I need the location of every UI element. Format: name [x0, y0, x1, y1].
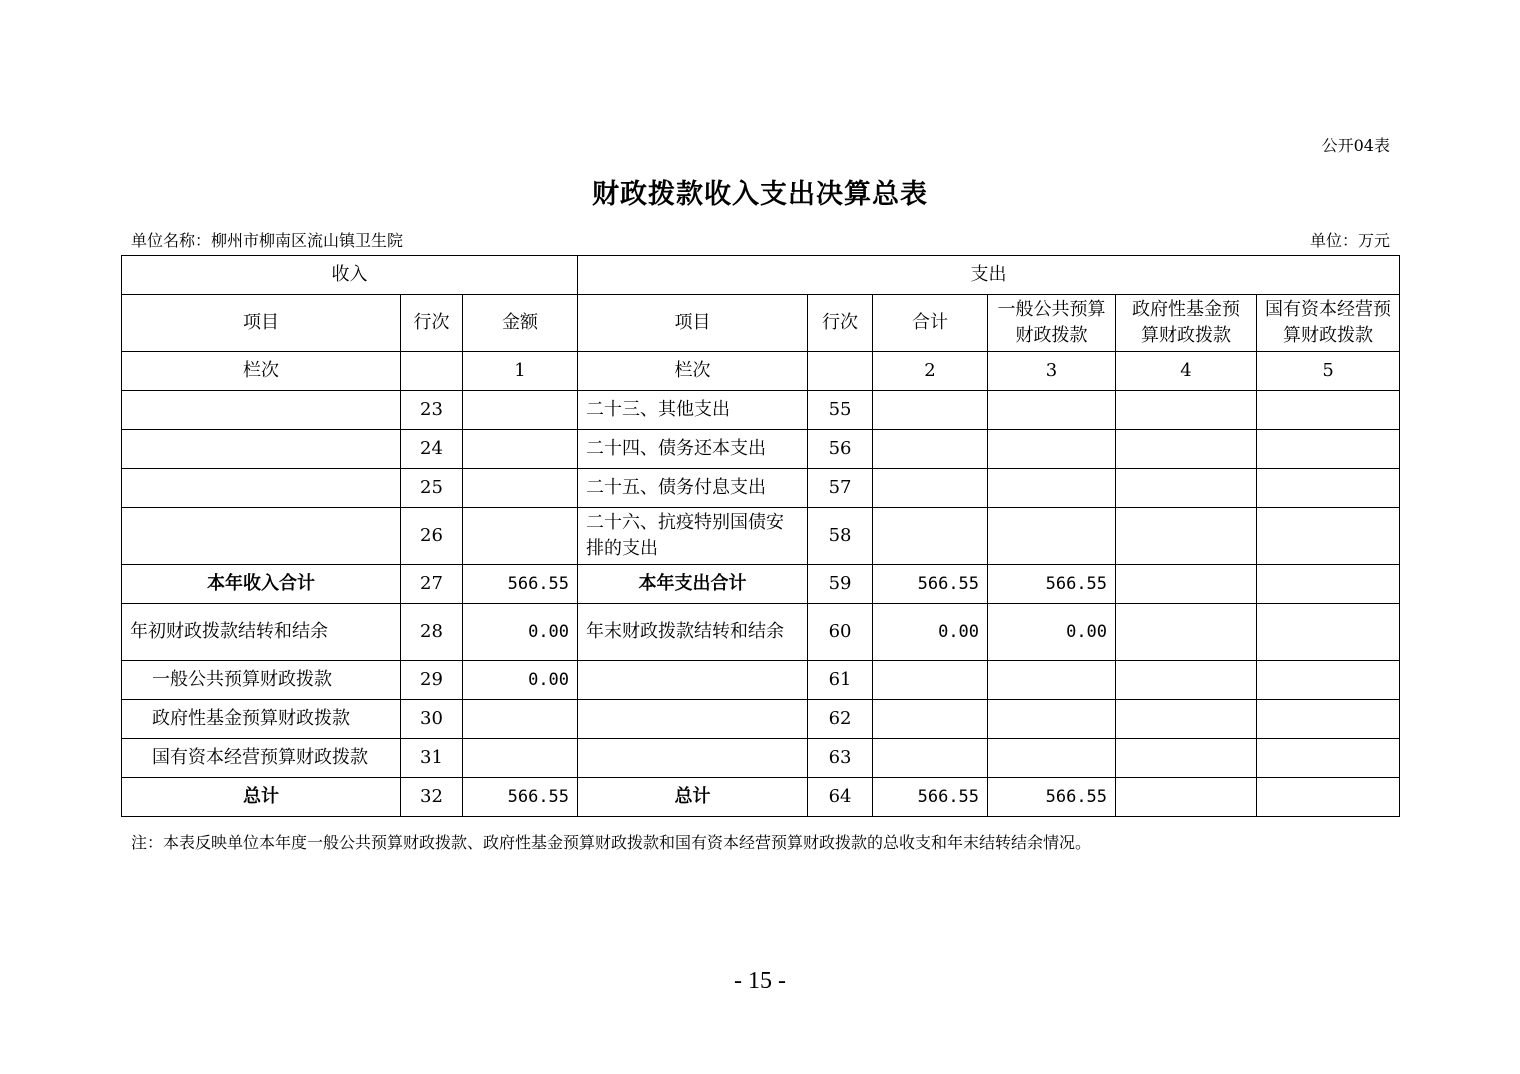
fund-amount	[1116, 700, 1257, 739]
financial-table	[121, 255, 1400, 817]
expense-row-no: 64	[808, 778, 873, 817]
income-amount: 566.55	[463, 565, 578, 604]
col-income-amount: 金额	[463, 295, 578, 352]
fund-amount	[1116, 565, 1257, 604]
total-amount	[873, 508, 988, 565]
general-amount	[988, 739, 1116, 778]
total-amount	[873, 739, 988, 778]
capital-amount	[1257, 469, 1400, 508]
fund-amount	[1116, 778, 1257, 817]
col-income-item: 项目	[122, 295, 401, 352]
page-title: 财政拨款收入支出决算总表	[592, 179, 928, 210]
income-row-no: 25	[401, 469, 463, 508]
income-header: 收入	[122, 256, 578, 295]
income-row-no: 24	[401, 430, 463, 469]
header-row-columns	[122, 295, 1400, 352]
capital-amount	[1257, 700, 1400, 739]
expense-row-no: 62	[808, 700, 873, 739]
col-general-budget: 一般公共预算财政拨款	[988, 295, 1116, 352]
general-amount: 566.55	[988, 565, 1116, 604]
fund-amount	[1116, 661, 1257, 700]
income-item: 国有资本经营预算财政拨款	[122, 739, 401, 778]
expense-item: 二十三、其他支出	[578, 391, 808, 430]
table-row	[122, 565, 1400, 604]
income-amount: 0.00	[463, 604, 578, 661]
expense-row-no: 60	[808, 604, 873, 661]
total-amount: 0.00	[873, 604, 988, 661]
general-amount	[988, 508, 1116, 565]
index-empty	[808, 352, 873, 391]
income-amount	[463, 739, 578, 778]
income-amount: 0.00	[463, 661, 578, 700]
general-amount: 0.00	[988, 604, 1116, 661]
total-amount: 566.55	[873, 565, 988, 604]
fund-amount	[1116, 469, 1257, 508]
column-index-row	[122, 352, 1400, 391]
index-exp-label: 栏次	[578, 352, 808, 391]
expense-item: 二十六、抗疫特别国债安排的支出	[578, 508, 808, 565]
col-income-row-no: 行次	[401, 295, 463, 352]
expense-row-no: 56	[808, 430, 873, 469]
unit-name: 单位名称：柳州市柳南区流山镇卫生院	[131, 231, 404, 250]
general-amount	[988, 700, 1116, 739]
col-gov-fund: 政府性基金预算财政拨款	[1116, 295, 1257, 352]
col-expense-item: 项目	[578, 295, 808, 352]
total-amount	[873, 661, 988, 700]
income-row-no: 27	[401, 565, 463, 604]
income-amount	[463, 391, 578, 430]
expense-item	[578, 739, 808, 778]
table-row	[122, 739, 1400, 778]
capital-amount	[1257, 565, 1400, 604]
income-item	[122, 469, 401, 508]
expense-row-no: 57	[808, 469, 873, 508]
income-row-no: 31	[401, 739, 463, 778]
income-amount	[463, 430, 578, 469]
capital-amount	[1257, 778, 1400, 817]
table-row	[122, 661, 1400, 700]
income-amount	[463, 469, 578, 508]
fund-amount	[1116, 604, 1257, 661]
unit-currency: 单位：万元	[1309, 231, 1390, 250]
income-row-no: 23	[401, 391, 463, 430]
income-item: 年初财政拨款结转和结余	[122, 604, 401, 661]
capital-amount	[1257, 430, 1400, 469]
capital-amount	[1257, 604, 1400, 661]
index-empty	[401, 352, 463, 391]
expense-item: 总计	[578, 778, 808, 817]
total-amount: 566.55	[873, 778, 988, 817]
general-amount	[988, 391, 1116, 430]
general-amount	[988, 469, 1116, 508]
income-item: 总计	[122, 778, 401, 817]
expense-item: 二十四、债务还本支出	[578, 430, 808, 469]
capital-amount	[1257, 661, 1400, 700]
capital-amount	[1257, 508, 1400, 565]
col-total: 合计	[873, 295, 988, 352]
expense-row-no: 55	[808, 391, 873, 430]
income-amount	[463, 700, 578, 739]
total-amount	[873, 430, 988, 469]
capital-amount	[1257, 739, 1400, 778]
fund-amount	[1116, 391, 1257, 430]
table-row	[122, 700, 1400, 739]
table-row	[122, 778, 1400, 817]
income-item	[122, 430, 401, 469]
income-item: 政府性基金预算财政拨款	[122, 700, 401, 739]
total-amount	[873, 469, 988, 508]
table-row	[122, 604, 1400, 661]
expense-item	[578, 661, 808, 700]
table-row	[122, 430, 1400, 469]
total-amount	[873, 391, 988, 430]
table-row	[122, 508, 1400, 565]
index-total: 2	[873, 352, 988, 391]
index-income-amount: 1	[463, 352, 578, 391]
table-row	[122, 469, 1400, 508]
income-item	[122, 391, 401, 430]
general-amount	[988, 661, 1116, 700]
income-row-no: 26	[401, 508, 463, 565]
income-item: 一般公共预算财政拨款	[122, 661, 401, 700]
index-label: 栏次	[122, 352, 401, 391]
expense-row-no: 58	[808, 508, 873, 565]
expense-row-no: 61	[808, 661, 873, 700]
col-state-capital: 国有资本经营预算财政拨款	[1257, 295, 1400, 352]
page-number: - 15 -	[734, 968, 786, 994]
table-row	[122, 391, 1400, 430]
total-amount	[873, 700, 988, 739]
general-amount	[988, 430, 1116, 469]
income-item: 本年收入合计	[122, 565, 401, 604]
table-note: 注：本表反映单位本年度一般公共预算财政拨款、政府性基金预算财政拨款和国有资本经营预算财政拨款的总收支和年末结转结余情况。	[131, 833, 1092, 852]
income-row-no: 28	[401, 604, 463, 661]
index-general: 3	[988, 352, 1116, 391]
col-expense-row-no: 行次	[808, 295, 873, 352]
expense-item: 年末财政拨款结转和结余	[578, 604, 808, 661]
fund-amount	[1116, 430, 1257, 469]
capital-amount	[1257, 391, 1400, 430]
expense-item: 本年支出合计	[578, 565, 808, 604]
expense-row-no: 63	[808, 739, 873, 778]
fund-amount	[1116, 739, 1257, 778]
expense-item	[578, 700, 808, 739]
form-code: 公开04表	[1321, 136, 1390, 155]
expense-row-no: 59	[808, 565, 873, 604]
index-gov-fund: 4	[1116, 352, 1257, 391]
fund-amount	[1116, 508, 1257, 565]
income-row-no: 32	[401, 778, 463, 817]
income-amount: 566.55	[463, 778, 578, 817]
income-item	[122, 508, 401, 565]
income-amount	[463, 508, 578, 565]
expense-header: 支出	[578, 256, 1400, 295]
general-amount: 566.55	[988, 778, 1116, 817]
header-row-group	[122, 256, 1400, 295]
index-state-capital: 5	[1257, 352, 1400, 391]
income-row-no: 29	[401, 661, 463, 700]
income-row-no: 30	[401, 700, 463, 739]
expense-item: 二十五、债务付息支出	[578, 469, 808, 508]
